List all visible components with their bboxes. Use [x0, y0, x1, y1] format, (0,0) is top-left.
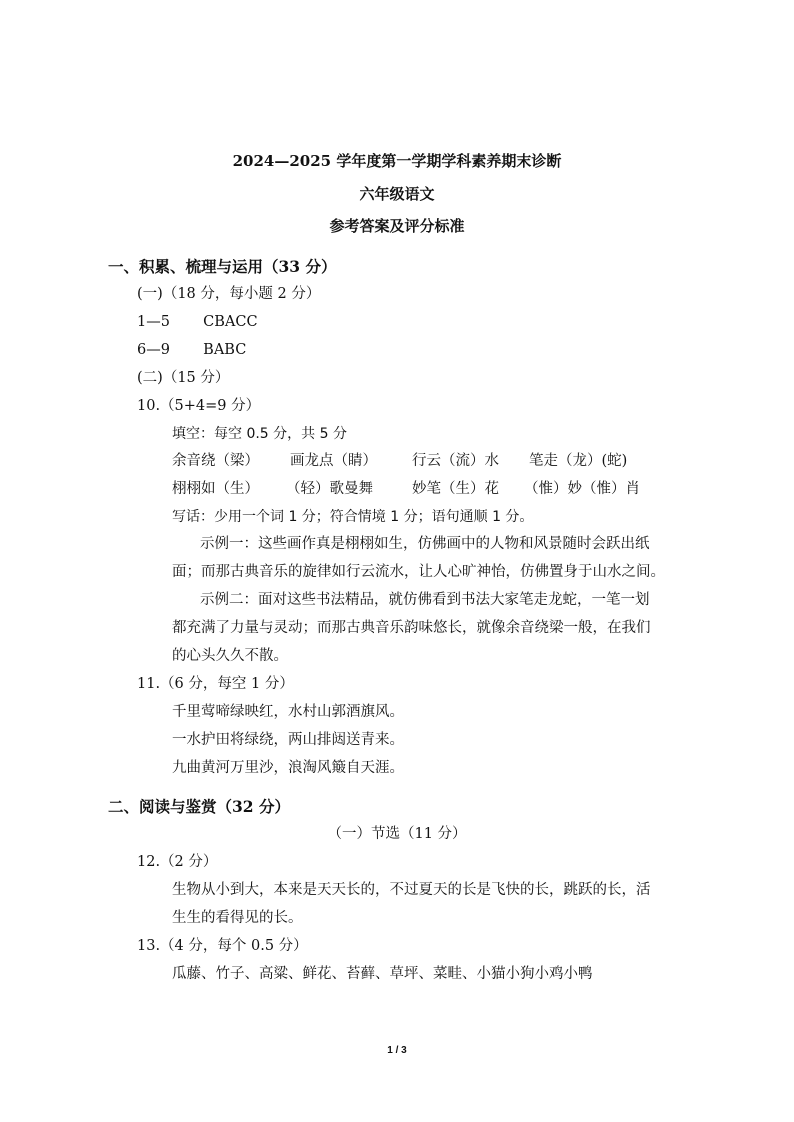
- q11-label: 11.（6 分，每空 1 分）: [137, 676, 294, 692]
- q12-answer-line-1: 生物从小到大，本来是天天长的，不过夏天的长是飞快的长，跳跃的长，活: [172, 882, 651, 898]
- q11-poem-line: 千里莺啼绿映红，水村山郭酒旗风。: [172, 704, 404, 720]
- q10-answer: （惟）妙（惟）肖: [524, 481, 640, 497]
- q10-example-2-line-2: 都充满了力量与灵动；而那古典音乐韵味悠长，就像余音绕梁一般，在我们: [172, 620, 651, 636]
- q10-answer: 栩栩如（生）: [172, 481, 259, 497]
- part-2-label: (二)（15 分）: [137, 370, 230, 386]
- q11-poem-line: 一水护田将绿绕，两山排闼送青来。: [172, 732, 404, 748]
- q10-label: 10.（5+4=9 分）: [137, 398, 261, 414]
- q10-answer: 行云（流）水: [412, 453, 499, 469]
- q10-example-1-line-2: 面；而那古典音乐的旋律如行云流水，让人心旷神怡，仿佛置身于山水之间。: [172, 564, 665, 580]
- q10-answer: 笔走（龙）(蛇): [529, 453, 628, 469]
- answer-letters: CBACC: [203, 314, 258, 330]
- q10-write-rule: 写话：少用一个词 1 分；符合情境 1 分；语句通顺 1 分。: [172, 509, 534, 525]
- section-1-heading: 一、积累、梳理与运用（33 分）: [108, 257, 337, 276]
- part-1-label: (一)（18 分，每小题 2 分）: [137, 286, 321, 302]
- q10-answer: （轻）歌曼舞: [286, 481, 373, 497]
- section-2-part-1-label: （一）节选（11 分）: [327, 826, 467, 842]
- section-2-heading: 二、阅读与鉴赏（32 分）: [108, 797, 290, 816]
- q10-example-2-line-1: 示例二：面对这些书法精品，就仿佛看到书法大家笔走龙蛇，一笔一划: [200, 592, 650, 608]
- q10-example-2-line-3: 的心头久久不散。: [172, 648, 288, 664]
- q10-fill-rule: 填空：每空 0.5 分，共 5 分: [172, 426, 347, 442]
- answer-range: 1—5: [137, 314, 170, 330]
- q10-answer: 画龙点（睛）: [290, 453, 377, 469]
- document-subject: 六年级语文: [359, 185, 435, 203]
- q10-answer: 余音绕（梁）: [172, 453, 259, 469]
- document-title: 2024—2025 学年度第一学期学科素养期末诊断: [232, 152, 562, 170]
- q10-answer: 妙笔（生）花: [412, 481, 499, 497]
- q12-label: 12.（2 分）: [137, 854, 218, 870]
- q12-answer-line-2: 生生的看得见的长。: [172, 910, 303, 926]
- document-subtitle: 参考答案及评分标准: [329, 217, 465, 235]
- q10-example-1-line-1: 示例一：这些画作真是栩栩如生，仿佛画中的人物和风景随时会跃出纸: [200, 536, 650, 552]
- q11-poem-line: 九曲黄河万里沙，浪淘风簸自天涯。: [172, 760, 404, 776]
- answer-range: 6—9: [137, 342, 170, 358]
- page-number: 1 / 3: [387, 1045, 407, 1056]
- answer-letters: BABC: [203, 342, 247, 358]
- answer-row-1: [137, 312, 258, 332]
- q13-label: 13.（4 分，每个 0.5 分）: [137, 938, 308, 954]
- answer-row-2: [137, 340, 246, 360]
- q13-answer-line-1: 瓜藤、竹子、高粱、鲜花、苔藓、草坪、菜畦、小猫小狗小鸡小鸭: [172, 966, 593, 982]
